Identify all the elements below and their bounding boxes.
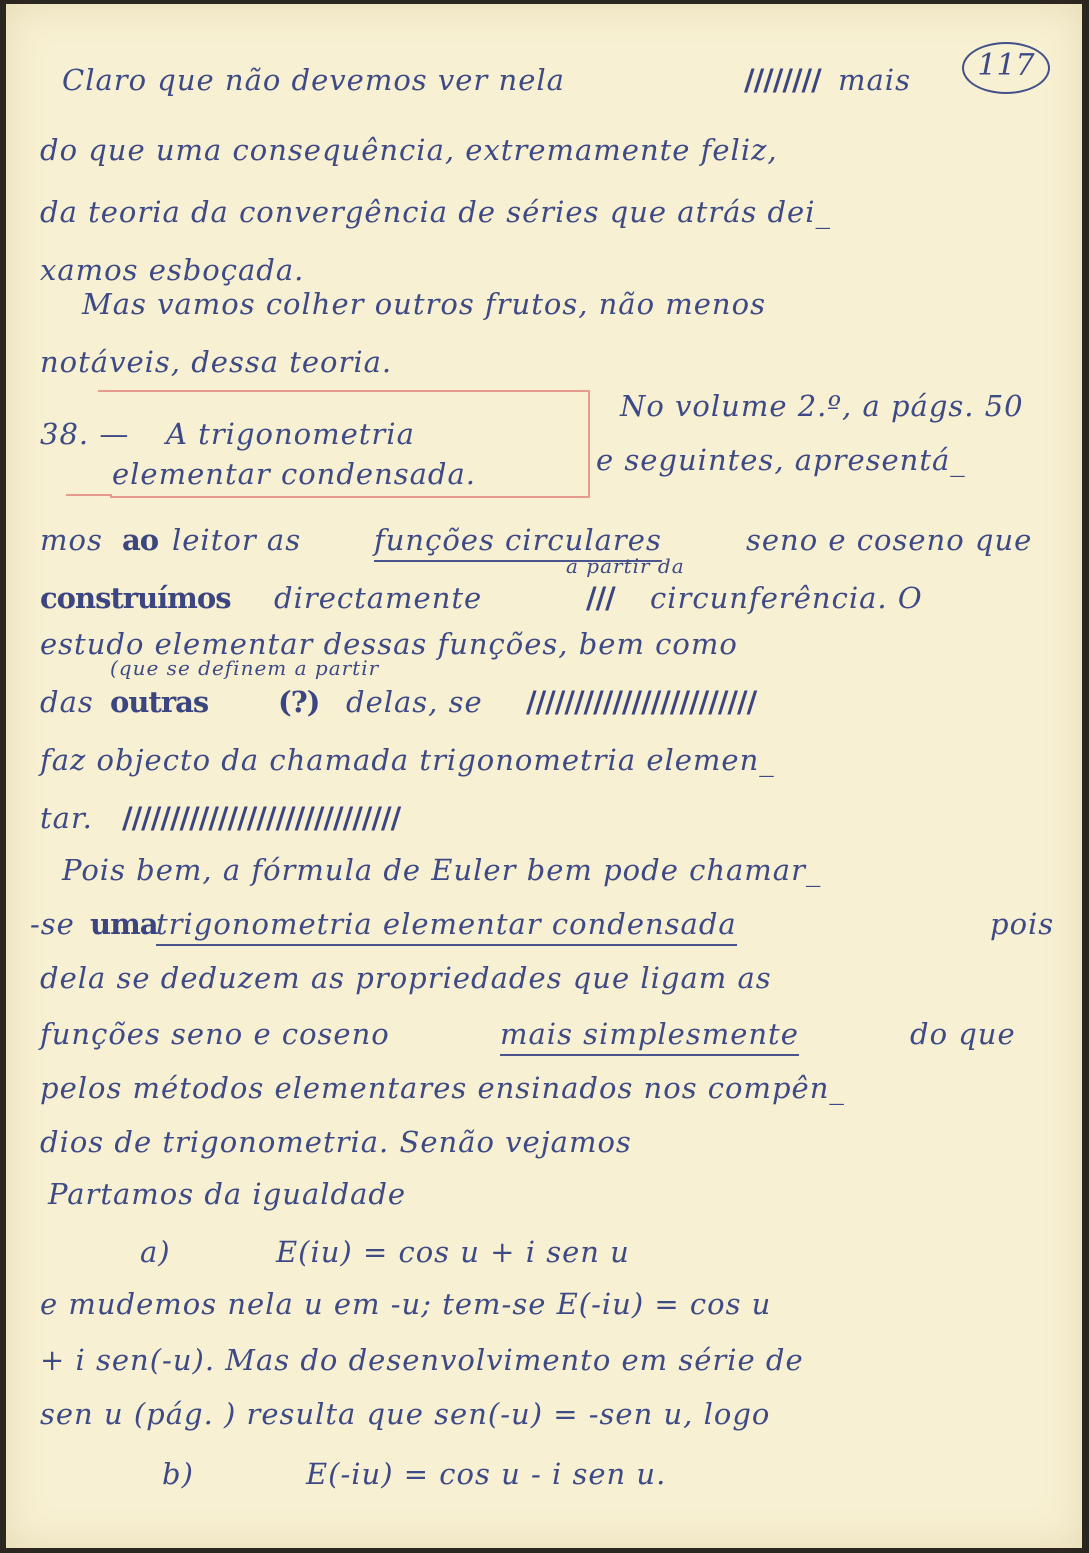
struck-text: /// [586, 581, 615, 615]
inserted-text: a partir da [566, 554, 685, 578]
text: sen u (pág. ) resulta que sen(-u) = -sen u, logo [40, 1397, 771, 1431]
text: directamente [274, 581, 483, 615]
text: Mas vamos colher outros frutos, não menos [82, 287, 766, 321]
text: xamos esboçada. [40, 253, 305, 287]
struck-text: //////// [744, 63, 821, 97]
formula: E(iu) = cos u + i sen u [276, 1235, 630, 1269]
text-line [6, 1394, 1082, 1434]
text: das [40, 685, 94, 719]
text: delas, se [346, 685, 483, 719]
formula-label: a) [140, 1235, 171, 1269]
text-line [6, 1174, 1082, 1214]
text-line [6, 60, 1082, 100]
text-line [6, 386, 1082, 426]
section-title: elementar condensada. [112, 457, 476, 491]
formula-line [6, 1454, 1082, 1494]
text-line [6, 904, 1082, 944]
formula: E(-iu) = cos u - i sen u. [306, 1457, 667, 1491]
struck-text: //////////////////////// [526, 685, 757, 719]
underlined-text: trigonometria elementar condensada [156, 904, 737, 946]
text: faz objecto da chamada trigonometria elemen_ [40, 743, 775, 777]
text: da teoria da convergência de séries que atrás dei_ [40, 195, 831, 229]
text: Claro que não devemos ver nela [62, 63, 565, 97]
text: estudo elementar dessas funções, bem como [40, 627, 738, 661]
struck-text: ///////////////////////////// [122, 801, 401, 835]
text: dela se deduzem as propriedades que ligam as [40, 961, 772, 995]
text-line [6, 682, 1082, 722]
section-title: A trigonometria [166, 417, 415, 451]
text-line [6, 440, 1082, 480]
struck-text: outras [110, 685, 209, 719]
text: funções seno e coseno [40, 1017, 390, 1051]
text-line [6, 578, 1082, 618]
text-line [6, 850, 1082, 890]
struck-text: (?) [278, 685, 320, 719]
formula-label: b) [162, 1457, 194, 1491]
text-line [6, 1122, 1082, 1162]
text: e seguintes, apresentá_ [596, 443, 966, 477]
text-line [6, 342, 1082, 382]
text: leitor as [172, 523, 302, 557]
text-line [6, 1284, 1082, 1324]
text: do que uma consequência, extremamente feliz, [40, 133, 778, 167]
inserted-text: (que se definem a partir [110, 656, 380, 680]
text: No volume 2.º, a págs. 50 [620, 389, 1024, 423]
manuscript-page [6, 4, 1082, 1548]
underlined-text: mais simplesmente [500, 1014, 799, 1056]
text-line [6, 192, 1082, 232]
text-line [6, 1068, 1082, 1108]
text: + i sen(-u). Mas do desenvolvimento em série de [40, 1343, 804, 1377]
text: mos [40, 523, 103, 557]
text: circunferência. O [650, 581, 923, 615]
text-line [6, 798, 1082, 838]
text-line [6, 284, 1082, 324]
text: mais [838, 63, 911, 97]
text-line [6, 1340, 1082, 1380]
text: pelos métodos elementares ensinados nos compên_ [40, 1071, 845, 1105]
text-line [6, 1014, 1082, 1054]
struck-text: uma [90, 907, 158, 941]
text: seno e coseno que [746, 523, 1033, 557]
text-line [6, 958, 1082, 998]
text: do que [910, 1017, 1016, 1051]
text: Partamos da igualdade [48, 1177, 407, 1211]
text-line [6, 740, 1082, 780]
struck-text: ao [122, 523, 159, 557]
text: tar. [40, 801, 93, 835]
text: dios de trigonometria. Senão vejamos [40, 1125, 632, 1159]
formula-line [6, 1232, 1082, 1272]
text-line [6, 130, 1082, 170]
text: Pois bem, a fórmula de Euler bem pode chamar_ [62, 853, 822, 887]
text: e mudemos nela u em -u; tem-se E(-iu) = cos u [40, 1287, 772, 1321]
text: notáveis, dessa teoria. [40, 345, 393, 379]
text: -se [30, 907, 75, 941]
box-edge [66, 494, 112, 496]
page-number: 117 [977, 48, 1035, 83]
section-number: 38. — [40, 417, 130, 451]
underlined-text: funções circulares [374, 520, 662, 562]
text: pois [990, 907, 1055, 941]
struck-text: construímos [40, 581, 231, 615]
